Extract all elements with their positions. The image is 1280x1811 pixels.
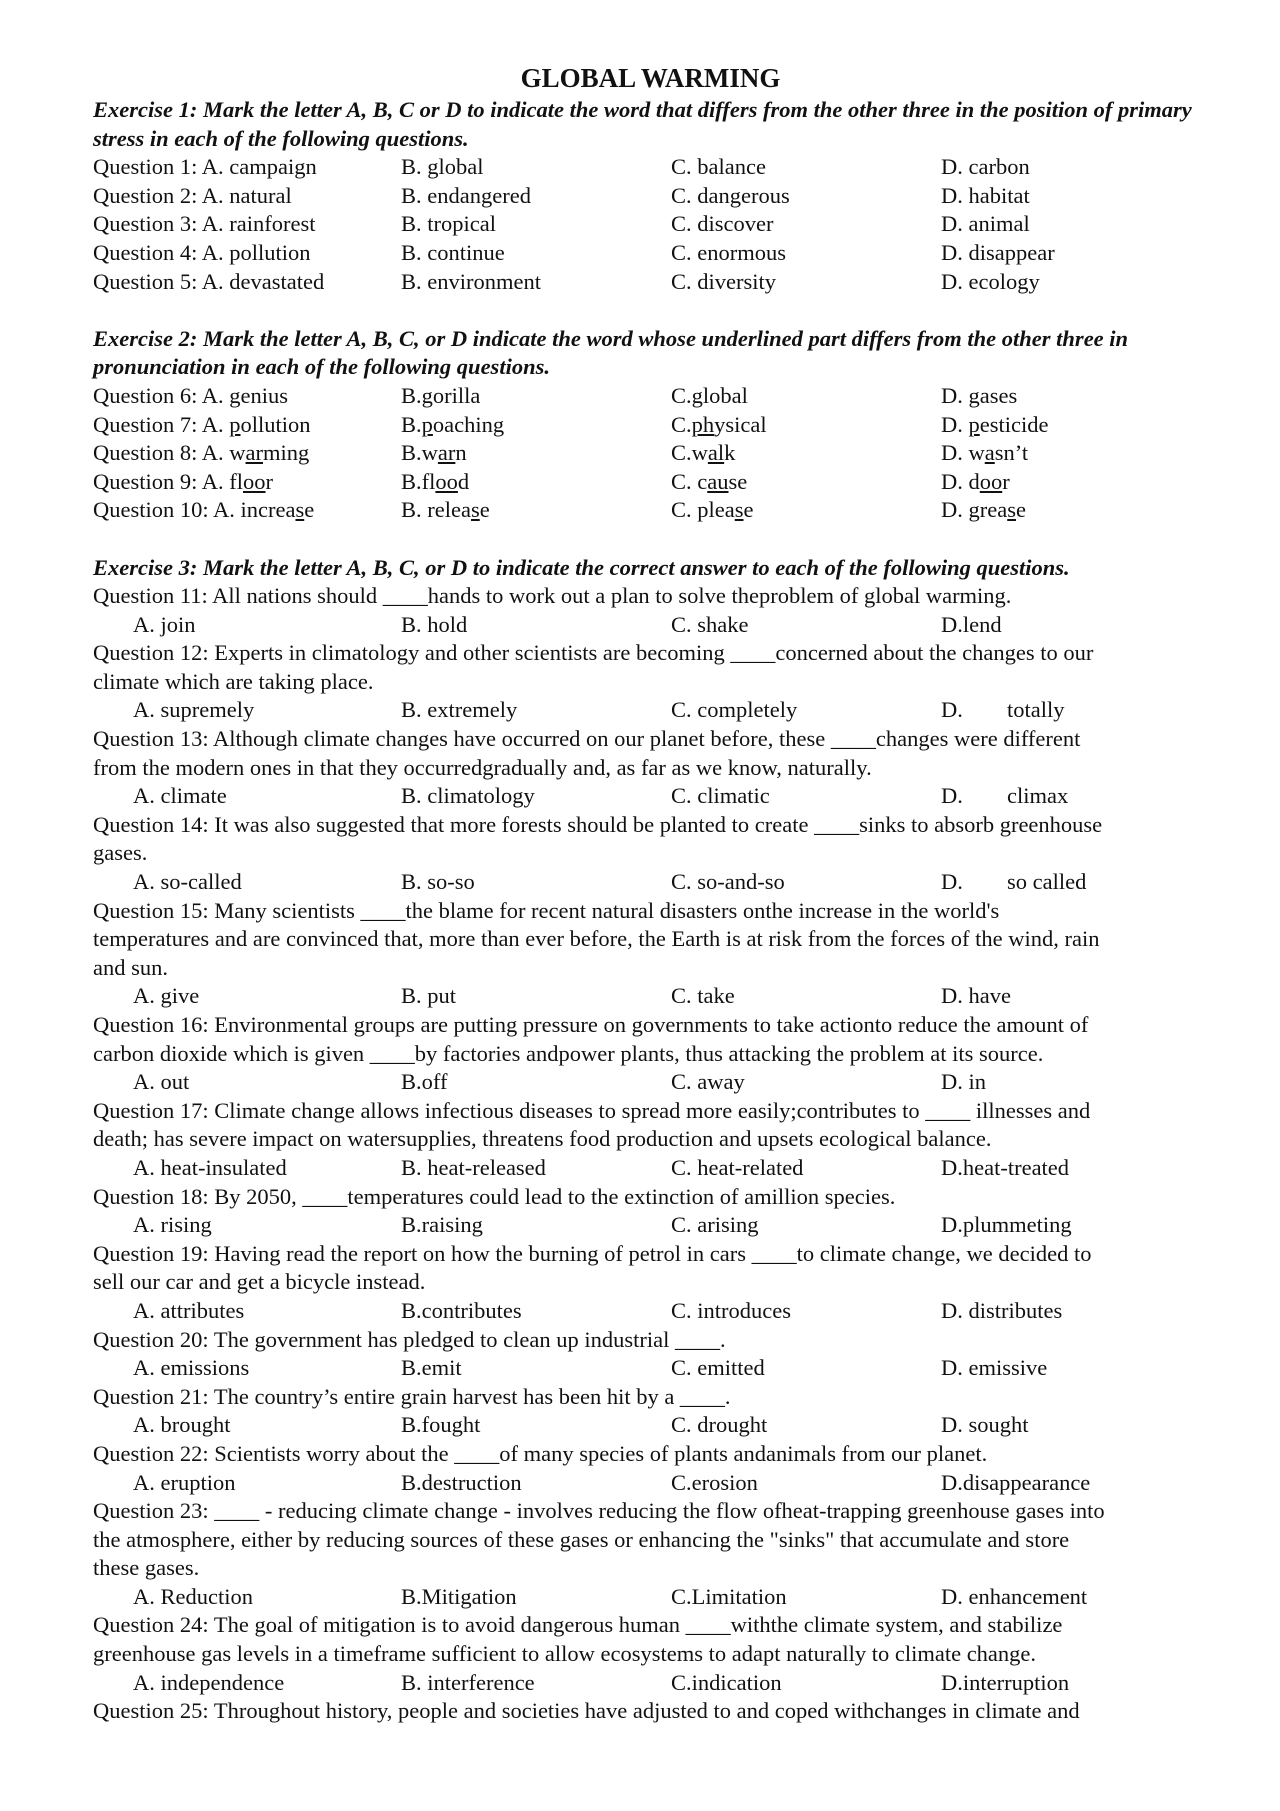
- exercise-1-questions: [93, 153, 1208, 296]
- option-c: C. diversity: [671, 268, 776, 294]
- option-text-before: C. c: [671, 468, 708, 494]
- underlined-part: g: [229, 382, 241, 408]
- question-text-line: temperatures and are convinced that, more than ever before, the Earth is at risk from the forces of the wind, rain: [93, 926, 1100, 952]
- underlined-part: au: [707, 468, 729, 494]
- option-text-after: ysical: [714, 411, 767, 437]
- option-text-before: C.: [671, 382, 692, 408]
- option-text-after: e: [1015, 497, 1026, 523]
- option-text-before: Question 9: A. fl: [93, 468, 243, 494]
- question-block: [93, 1383, 1208, 1440]
- question-block: [93, 725, 1208, 811]
- option-b: B. global: [401, 154, 484, 180]
- option-text-before: Question 6: A.: [93, 382, 230, 408]
- question-block: [93, 1697, 1208, 1726]
- option-b: B.off: [401, 1069, 448, 1095]
- question-block: [93, 1497, 1208, 1611]
- option-a: [93, 411, 401, 440]
- option-c: C. enormous: [671, 239, 786, 265]
- option-text-after: ming: [263, 440, 310, 466]
- option-text-before: D. w: [941, 440, 985, 466]
- question-text-line: climate which are taking place.: [93, 668, 374, 694]
- option-text-after: e: [479, 497, 490, 523]
- option-c: [671, 382, 941, 411]
- option-letter: D.: [941, 697, 963, 723]
- answer-options: [93, 1411, 1208, 1440]
- question-text-line: greenhouse gas levels in a timeframe sufficient to allow ecosystems to adapt naturally to climate change.: [93, 1641, 1037, 1667]
- underlined-part: s: [1007, 497, 1016, 523]
- question-row: [93, 268, 1208, 297]
- option-c: [671, 439, 941, 468]
- option-c: C. climatic: [671, 783, 770, 809]
- question-text-line: Question 17: Climate change allows infectious diseases to spread more easily;contributes to ____ illnesses and: [93, 1097, 1091, 1123]
- option-text-after: e: [304, 497, 315, 523]
- option-text-after: se: [728, 468, 748, 494]
- question-text-line: carbon dioxide which is given ____by factories andpower plants, thus attacking the problem at its source.: [93, 1040, 1044, 1066]
- option-c: C. arising: [671, 1212, 759, 1238]
- option-a: Question 5: A. devastated: [93, 268, 325, 294]
- option-text-before: C.: [671, 411, 692, 437]
- underlined-part: g: [691, 382, 703, 408]
- option-b: B. interference: [401, 1669, 535, 1695]
- option-text-after: orilla: [432, 382, 481, 408]
- option-a: A. eruption: [133, 1469, 236, 1495]
- option-d: D.interruption: [941, 1669, 1070, 1695]
- option-text-after: r: [1002, 468, 1010, 494]
- option-b: B.raising: [401, 1212, 483, 1238]
- option-text-after: e: [743, 497, 754, 523]
- option-a: A. join: [133, 611, 196, 637]
- option-a: A. Reduction: [133, 1583, 253, 1609]
- option-d: [941, 496, 1208, 525]
- option-word: climax: [1007, 783, 1069, 809]
- option-b: B. heat-released: [401, 1154, 546, 1180]
- question-block: [93, 1326, 1208, 1383]
- option-text-after: enius: [240, 382, 289, 408]
- option-text-before: D. d: [941, 468, 980, 494]
- question-text-line: Question 15: Many scientists ____the blame for recent natural disasters onthe increase in the world's: [93, 897, 1000, 923]
- option-word: so called: [1007, 869, 1087, 895]
- option-text-before: D. grea: [941, 497, 1008, 523]
- question-block: [93, 811, 1208, 897]
- option-b: B. so-so: [401, 869, 475, 895]
- option-d: D. disappear: [941, 239, 1055, 265]
- option-a: A. so-called: [133, 869, 242, 895]
- option-c: C. drought: [671, 1412, 768, 1438]
- option-a: A. emissions: [133, 1355, 250, 1381]
- question-row: [93, 382, 1208, 411]
- option-text-after: esticide: [979, 411, 1049, 437]
- exercise-1-heading: Exercise 1: Mark the letter A, B, C or D to indicate the word that differs from the other three in the position of primary stress in each of the following questions.: [93, 97, 1192, 151]
- option-a: Question 1: A. campaign: [93, 154, 317, 180]
- answer-options: [93, 782, 1208, 811]
- option-c: [671, 411, 941, 440]
- question-text-line: Question 12: Experts in climatology and other scientists are becoming ____concerned about the changes to our: [93, 640, 1094, 666]
- underlined-part: al: [707, 440, 725, 466]
- underlined-part: p: [968, 411, 980, 437]
- exercise-2-questions: [93, 382, 1208, 525]
- option-b: B. put: [401, 983, 457, 1009]
- option-c: C. balance: [671, 154, 766, 180]
- question-text-line: Question 11: All nations should ____hands to work out a plan to solve theproblem of global warming.: [93, 583, 1012, 609]
- option-a: [93, 496, 401, 525]
- question-text-line: from the modern ones in that they occurredgradually and, as far as we know, naturally.: [93, 754, 872, 780]
- option-a: Question 3: A. rainforest: [93, 211, 316, 237]
- worksheet-page: [93, 62, 1208, 1726]
- exercise-3-questions: [93, 582, 1208, 1726]
- underlined-part: s: [470, 497, 480, 523]
- option-a: A. give: [133, 983, 200, 1009]
- option-d: [941, 696, 1208, 725]
- option-text-before: B. relea: [401, 497, 471, 523]
- underlined-part: a: [984, 440, 995, 466]
- answer-options: [93, 982, 1208, 1011]
- option-b: B. tropical: [401, 211, 496, 237]
- option-letter: D.: [941, 783, 963, 809]
- question-block: [93, 1611, 1208, 1697]
- option-text-before: C. plea: [671, 497, 735, 523]
- option-a: A. heat-insulated: [133, 1154, 287, 1180]
- question-row: [93, 153, 1208, 182]
- option-c: C. heat-related: [671, 1154, 804, 1180]
- option-a: [93, 468, 401, 497]
- option-text-before: C.w: [671, 440, 708, 466]
- question-text-line: Question 25: Throughout history, people and societies have adjusted to and coped withchanges in climate and: [93, 1698, 1080, 1724]
- option-c: [671, 468, 941, 497]
- option-a: [93, 382, 401, 411]
- option-a: A. brought: [133, 1412, 231, 1438]
- option-c: C. dangerous: [671, 182, 790, 208]
- option-text-before: D.: [941, 382, 969, 408]
- answer-options: [93, 1583, 1208, 1612]
- underlined-part: ph: [691, 411, 715, 437]
- option-d: D.plummeting: [941, 1212, 1072, 1238]
- question-block: [93, 1440, 1208, 1497]
- question-text-line: Question 23: ____ - reducing climate change - involves reducing the flow ofheat-trapping greenhouse gases into: [93, 1498, 1105, 1524]
- option-d: [941, 868, 1208, 897]
- answer-options: [93, 1211, 1208, 1240]
- underlined-part: oo: [243, 468, 266, 494]
- option-d: D. emissive: [941, 1355, 1048, 1381]
- option-text-before: B.fl: [401, 468, 436, 494]
- answer-options: [93, 1297, 1208, 1326]
- option-a: Question 4: A. pollution: [93, 239, 311, 265]
- underlined-part: g: [421, 382, 433, 408]
- option-b: B.fought: [401, 1412, 481, 1438]
- underlined-part: p: [421, 411, 433, 437]
- question-block: [93, 582, 1208, 639]
- option-d: D. have: [941, 983, 1011, 1009]
- option-c: C. discover: [671, 211, 774, 237]
- option-d: D. carbon: [941, 154, 1030, 180]
- question-text-line: death; has severe impact on watersupplies, threatens food production and upsets ecological balance.: [93, 1126, 992, 1152]
- question-row: [93, 468, 1208, 497]
- option-text-after: sn’t: [994, 440, 1029, 466]
- page-title: GLOBAL WARMING: [520, 63, 781, 93]
- option-d: [941, 439, 1208, 468]
- option-a: A. climate: [133, 783, 227, 809]
- question-row: [93, 496, 1208, 525]
- option-d: [941, 782, 1208, 811]
- option-c: C. so-and-so: [671, 869, 785, 895]
- question-text-line: sell our car and get a bicycle instead.: [93, 1269, 426, 1295]
- option-text-before: D.: [941, 411, 969, 437]
- option-a: A. supremely: [133, 697, 255, 723]
- option-text-before: Question 8: A. w: [93, 440, 246, 466]
- exercise-2: [93, 325, 1208, 525]
- underlined-part: ar: [437, 440, 456, 466]
- answer-options: [93, 611, 1208, 640]
- option-d: D. in: [941, 1069, 986, 1095]
- option-c: C. introduces: [671, 1297, 791, 1323]
- answer-options: [93, 1068, 1208, 1097]
- option-b: B. endangered: [401, 182, 531, 208]
- option-b: [401, 439, 671, 468]
- option-a: Question 2: A. natural: [93, 182, 292, 208]
- option-c: C.Limitation: [671, 1583, 787, 1609]
- option-b: B. environment: [401, 268, 541, 294]
- question-block: [93, 639, 1208, 725]
- underlined-part: s: [734, 497, 744, 523]
- option-c: C. emitted: [671, 1355, 765, 1381]
- question-text-line: Question 21: The country’s entire grain harvest has been hit by a ____.: [93, 1383, 731, 1409]
- option-text-after: d: [457, 468, 470, 494]
- option-c: C. shake: [671, 611, 749, 637]
- option-text-after: lobal: [702, 382, 748, 408]
- option-c: C. take: [671, 983, 735, 1009]
- exercise-1: [93, 96, 1208, 296]
- option-d: D. ecology: [941, 268, 1040, 294]
- question-text-line: and sun.: [93, 954, 168, 980]
- exercise-3-heading: Exercise 3: Mark the letter A, B, C, or D to indicate the correct answer to each of the following questions.: [93, 554, 1070, 580]
- option-b: B. continue: [401, 239, 505, 265]
- option-b: [401, 496, 671, 525]
- option-c: [671, 496, 941, 525]
- option-b: [401, 468, 671, 497]
- option-text-after: n: [455, 440, 467, 466]
- option-b: B. hold: [401, 611, 468, 637]
- question-text-line: Question 22: Scientists worry about the ____of many species of plants andanimals from our planet.: [93, 1440, 988, 1466]
- option-d: D.disappearance: [941, 1469, 1091, 1495]
- option-letter: D.: [941, 869, 963, 895]
- question-block: [93, 1240, 1208, 1326]
- option-text-before: Question 10: A. increa: [93, 497, 296, 523]
- option-a: [93, 439, 401, 468]
- option-c: C. away: [671, 1069, 745, 1095]
- option-d: D. habitat: [941, 182, 1030, 208]
- option-b: B.destruction: [401, 1469, 522, 1495]
- question-text-line: Question 18: By 2050, ____temperatures could lead to the extinction of amillion species.: [93, 1183, 896, 1209]
- question-block: [93, 1011, 1208, 1097]
- option-b: B. climatology: [401, 783, 535, 809]
- question-text-line: Question 19: Having read the report on how the burning of petrol in cars ____to climate change, we decided to: [93, 1240, 1092, 1266]
- spacer: [93, 525, 1208, 554]
- option-text-before: B.: [401, 382, 422, 408]
- answer-options: [93, 696, 1208, 725]
- question-row: [93, 182, 1208, 211]
- option-text-after: k: [724, 440, 736, 466]
- underlined-part: ar: [245, 440, 263, 466]
- option-d: D. enhancement: [941, 1583, 1088, 1609]
- option-a: A. out: [133, 1069, 190, 1095]
- option-b: B.Mitigation: [401, 1583, 517, 1609]
- question-text-line: Question 24: The goal of mitigation is to avoid dangerous human ____withthe climate system, and stabilize: [93, 1612, 1063, 1638]
- option-d: D. sought: [941, 1412, 1029, 1438]
- question-block: [93, 1097, 1208, 1183]
- option-text-after: ases: [979, 382, 1018, 408]
- option-text-after: r: [265, 468, 273, 494]
- spacer: [93, 296, 1208, 325]
- question-row: [93, 210, 1208, 239]
- option-text-after: oaching: [432, 411, 505, 437]
- option-text-before: B.: [401, 411, 422, 437]
- exercise-2-heading: Exercise 2: Mark the letter A, B, C, or D indicate the word whose underlined part differs from the other three in pronunciation in each of the following questions.: [93, 325, 1129, 380]
- answer-options: [93, 1469, 1208, 1498]
- answer-options: [93, 1669, 1208, 1698]
- option-c: C. completely: [671, 697, 798, 723]
- option-b: B.emit: [401, 1355, 462, 1381]
- answer-options: [93, 1354, 1208, 1383]
- question-row: [93, 239, 1208, 268]
- question-block: [93, 1183, 1208, 1240]
- question-text-line: Question 14: It was also suggested that more forests should be planted to create ____sinks to absorb greenhouse: [93, 811, 1103, 837]
- option-b: [401, 411, 671, 440]
- underlined-part: s: [295, 497, 305, 523]
- question-text-line: the atmosphere, either by reducing sources of these gases or enhancing the "sinks" that accumulate and store: [93, 1526, 1070, 1552]
- option-a: A. rising: [133, 1212, 212, 1238]
- option-a: A. attributes: [133, 1297, 245, 1323]
- option-d: [941, 411, 1208, 440]
- question-block: [93, 897, 1208, 1011]
- option-text-before: B.w: [401, 440, 438, 466]
- option-c: C.indication: [671, 1669, 782, 1695]
- option-b: B. extremely: [401, 697, 518, 723]
- question-text-line: gases.: [93, 840, 148, 866]
- question-text-line: Question 16: Environmental groups are putting pressure on governments to take actionto reduce the amount of: [93, 1012, 1089, 1037]
- option-a: A. independence: [133, 1669, 285, 1695]
- option-d: D.heat-treated: [941, 1154, 1070, 1180]
- question-text-line: these gases.: [93, 1555, 200, 1581]
- question-text-line: Question 13: Although climate changes have occurred on our planet before, these ____changes were different: [93, 726, 1081, 752]
- option-text-before: Question 7: A.: [93, 411, 230, 437]
- underlined-part: g: [968, 382, 980, 408]
- answer-options: [93, 1154, 1208, 1183]
- underlined-part: oo: [435, 468, 458, 494]
- option-d: D.lend: [941, 611, 1002, 637]
- underlined-part: oo: [979, 468, 1003, 494]
- option-c: C.erosion: [671, 1469, 758, 1495]
- option-word: totally: [1007, 697, 1065, 723]
- option-d: [941, 468, 1208, 497]
- option-text-after: ollution: [240, 411, 311, 437]
- option-d: [941, 382, 1208, 411]
- option-b: [401, 382, 671, 411]
- question-row: [93, 411, 1208, 440]
- option-d: D. animal: [941, 211, 1030, 237]
- option-d: D. distributes: [941, 1297, 1063, 1323]
- question-row: [93, 439, 1208, 468]
- exercise-3: [93, 554, 1208, 1726]
- option-b: B.contributes: [401, 1297, 522, 1323]
- underlined-part: p: [229, 411, 241, 437]
- answer-options: [93, 868, 1208, 897]
- question-text-line: Question 20: The government has pledged to clean up industrial ____.: [93, 1326, 726, 1352]
